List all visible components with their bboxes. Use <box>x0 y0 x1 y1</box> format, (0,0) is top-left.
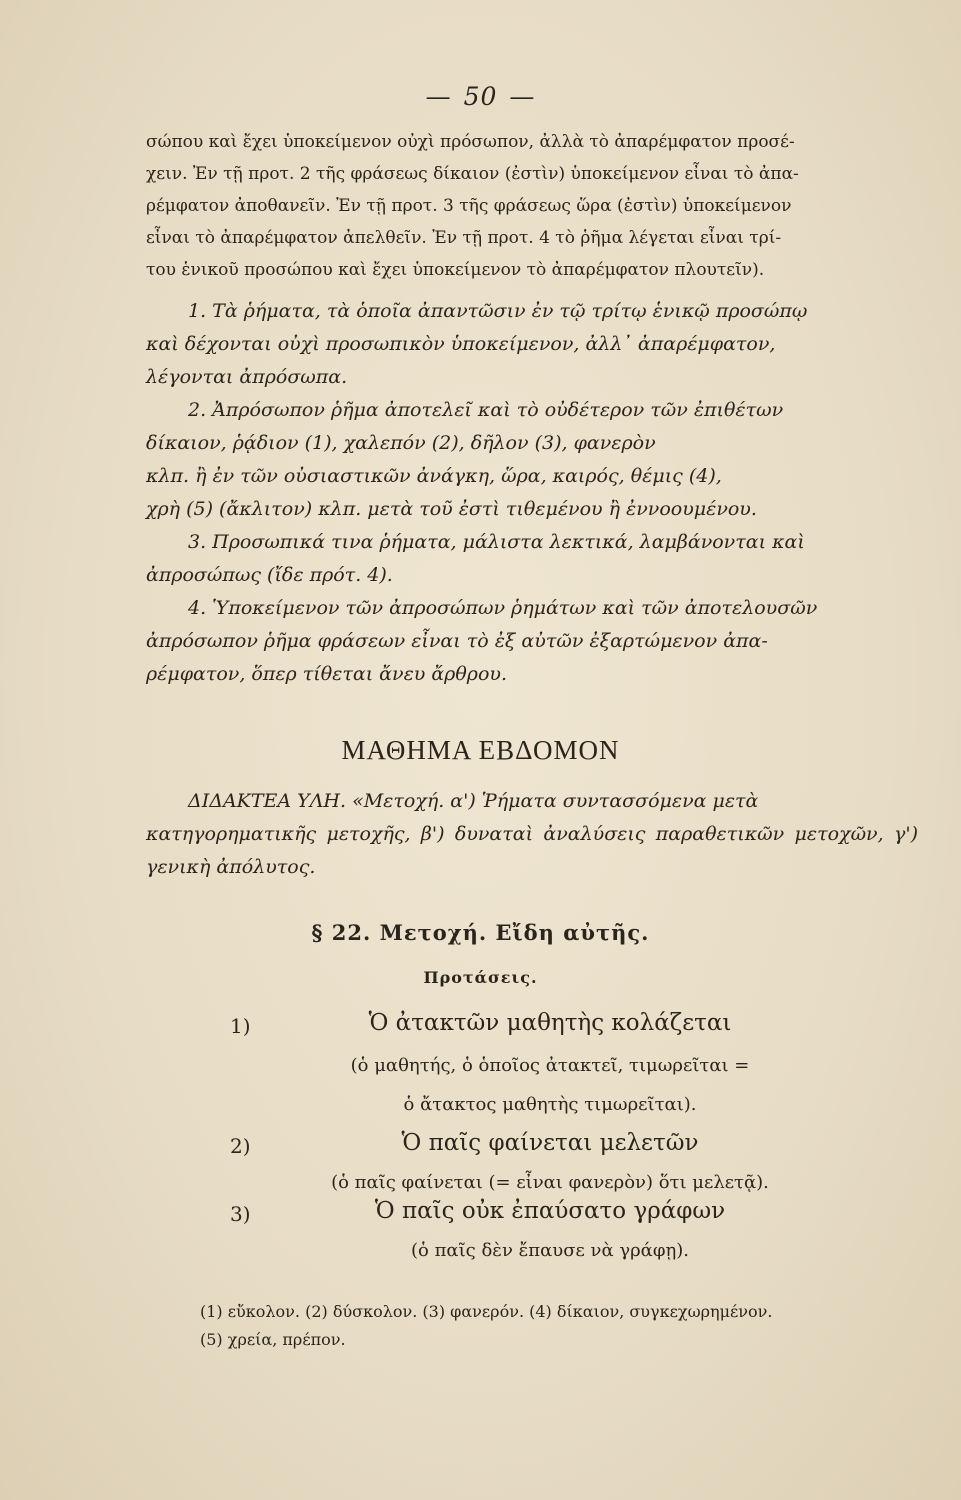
example-number: 3) <box>230 1202 251 1226</box>
example-number: 1) <box>230 1014 251 1038</box>
intro-line: εἶναι τὸ ἀπαρέμφατον ἀπελθεῖν. Ἐν τῇ προτ. 4 τὸ ῥῆμα λέγεται εἶναι τρί- <box>146 228 782 248</box>
rule-line: καὶ δέχονται οὐχὶ προσωπικὸν ὑποκείμενον, ἀλλ᾽ ἀπαρέμφατον, <box>146 333 776 355</box>
example-sentence: Ὁ ἀτακτῶν μαθητὴς κολάζεται <box>368 1010 732 1036</box>
example-number: 2) <box>230 1134 251 1158</box>
didaktea-line: ΔΙΔΑΚΤΕΑ ΥΛΗ. «Μετοχή. α') Ῥήματα συντασσόμενα μετὰ <box>188 790 759 812</box>
rule-line: ἀπρόσωπον ῥῆμα φράσεων εἶναι τὸ ἐξ αὐτῶν ἐξαρτώμενον ἀπα- <box>146 630 768 652</box>
rule-2 <box>146 394 918 526</box>
intro-line: χειν. Ἐν τῇ προτ. 2 τῆς φράσεως δίκαιον (ἐστὶν) ὑποκείμενον εἶναι τὸ ἀπα- <box>146 164 799 184</box>
example-paraphrase: (ὁ μαθητής, ὁ ὁποῖος ἀτακτεῖ, τιμωρεῖται = <box>350 1055 750 1076</box>
rule-line: 2. Ἀπρόσωπον ῥῆμα ἀποτελεῖ καὶ τὸ οὐδέτερον τῶν ἐπιθέτων <box>188 399 784 421</box>
intro-line: σώπου καὶ ἔχει ὑποκείμενον οὐχὶ πρόσωπον, ἀλλὰ τὸ ἀπαρέμφατον προσέ- <box>146 132 795 152</box>
example-paraphrase: ὁ ἄτακτος μαθητὴς τιμωρεῖται). <box>403 1094 697 1115</box>
rule-line: κλπ. ἢ ἐν τῶν οὐσιαστικῶν ἀνάγκη, ὥρα, καιρός, θέμις (4), <box>146 465 722 487</box>
rule-line: ρέμφατον, ὅπερ τίθεται ἄνευ ἄρθρου. <box>146 663 507 685</box>
protaseis-label: Προτάσεις. <box>423 968 538 987</box>
rule-line: χρὴ (5) (ἄκλιτον) κλπ. μετὰ τοῦ ἐστὶ τιθεμένου ἢ ἐννοουμένου. <box>146 498 757 520</box>
footnote-line: (1) εὔκολον. (2) δύσκολον. (3) φανερόν. (4) δίκαιον, συγκεχωρημένον. <box>200 1302 773 1321</box>
intro-paragraph <box>146 126 918 286</box>
example-sentence: Ὁ παῖς οὐκ ἐπαύσατο γράφων <box>374 1198 726 1224</box>
footnote-line: (5) χρεία, πρέπον. <box>200 1330 346 1349</box>
example-sentence: Ὁ παῖς φαίνεται μελετῶν <box>401 1130 699 1156</box>
rule-3 <box>146 526 918 592</box>
footnotes <box>200 1298 930 1354</box>
rule-1 <box>146 295 918 394</box>
rules-block <box>146 295 918 691</box>
rule-line: ἀπροσώπως (ἴδε πρότ. 4). <box>146 564 393 586</box>
rule-line: δίκαιον, ῥᾴδιον (1), χαλεπόν (2), δῆλον (3), φανερὸν <box>146 432 656 454</box>
lesson-title: ΜΑΘΗΜΑ ΕΒΔΟΜΟΝ <box>341 735 620 765</box>
example-paraphrase: (ὁ παῖς δὲν ἔπαυσε νὰ γράφῃ). <box>411 1240 689 1261</box>
didaktea-block <box>146 785 918 884</box>
rule-line: λέγονται ἀπρόσωπα. <box>146 366 348 388</box>
intro-line: ρέμφατον ἀποθανεῖν. Ἐν τῇ προτ. 3 τῆς φράσεως ὥρα (ἐστὶν) ὑποκείμενον <box>146 196 792 216</box>
example-paraphrase: (ὁ παῖς φαίνεται (= εἶναι φανερὸν) ὅτι μελετᾷ). <box>331 1172 769 1193</box>
rule-line: 4. Ὑποκείμενον τῶν ἀπροσώπων ῥημάτων καὶ τῶν ἀποτελουσῶν <box>188 597 818 619</box>
rule-4 <box>146 592 918 691</box>
intro-line: του ἑνικοῦ προσώπου καὶ ἔχει ὑποκείμενον τὸ ἀπαρέμφατον πλουτεῖν). <box>146 260 765 280</box>
section-title: § 22. Μετοχή. Εἴδη αὐτῆς. <box>311 920 650 945</box>
rule-line: 1. Τὰ ῥήματα, τὰ ὁποῖα ἀπαντῶσιν ἐν τῷ τρίτῳ ἑνικῷ προσώπῳ <box>188 300 808 322</box>
rule-line: 3. Προσωπικά τινα ῥήματα, μάλιστα λεκτικά, λαμβάνονται καὶ <box>188 531 805 553</box>
page-number: — 50 — <box>425 82 536 111</box>
didaktea-line: κατηγορηματικῆς μετοχῆς, β') δυναταὶ ἀναλύσεις παραθετικῶν μετοχῶν, γ') γενικὴ ἀπόλυτος. <box>146 823 918 878</box>
